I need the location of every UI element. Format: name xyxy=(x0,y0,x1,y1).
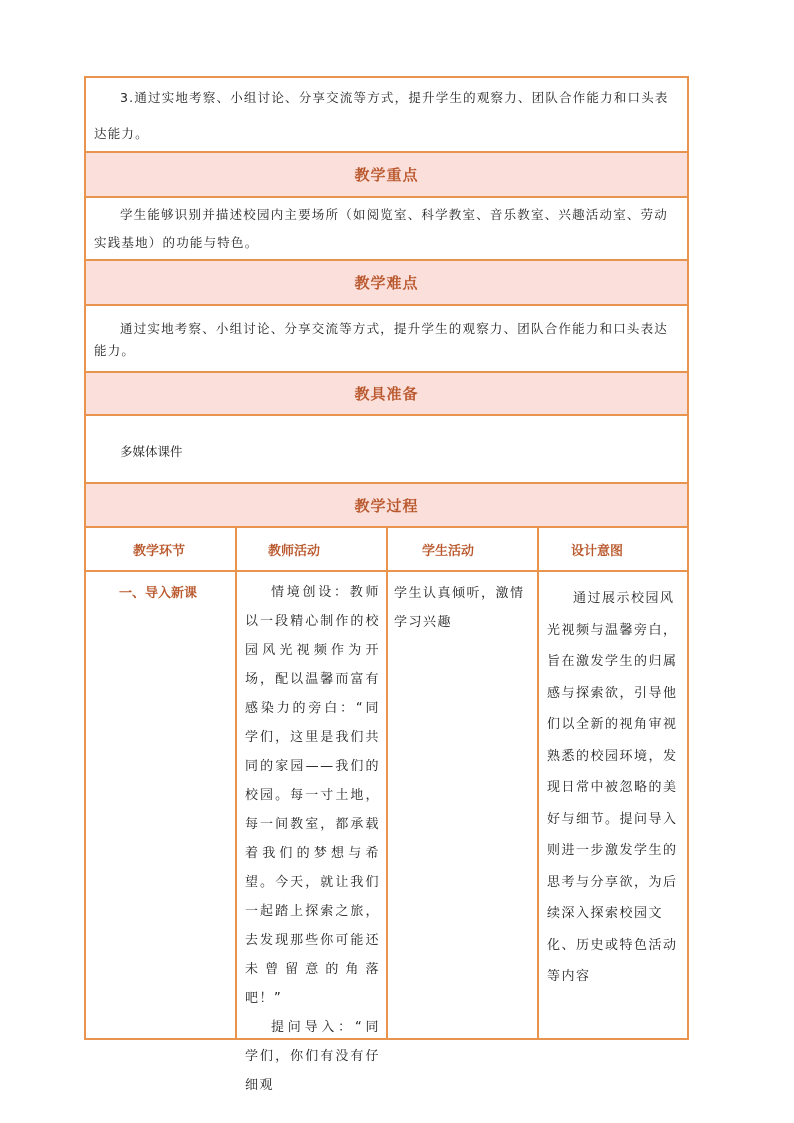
process-heading-row xyxy=(86,484,687,528)
difficulties-heading-row xyxy=(86,261,687,306)
student-activity-text: 学生认真倾听，激情学习兴趣 xyxy=(394,585,525,629)
design-intent-cell xyxy=(539,572,687,1038)
design-intent-text: 通过展示校园风光视频与温馨旁白，旨在激发学生的归属感与探索欲，引导他们以全新的视角审视熟悉的校园环境，发现日常中被忽略的美好与细节。提问导入则进一步激发学生的思考与分享欲，为后续深入探索校园文化、历史或特色活动等内容 xyxy=(547,590,678,983)
materials-heading: 教具准备 xyxy=(354,386,419,403)
materials-heading-row xyxy=(86,373,687,416)
teacher-activity-text: 情境创设：教师以一段精心制作的校园风光视频作为开场，配以温馨而富有感染力的旁白：“同学们，这里是我们共同的家园——我们的校园。每一寸土地，每一间教室，都承载着我们的梦想与希望。今天，就让我们一起踏上探索之旅，去发现那些你可能还未曾留意的角落吧！” xyxy=(245,585,380,1006)
process-row-intro xyxy=(86,572,687,1093)
stage-cell xyxy=(86,572,237,1038)
objective-3-text: 3.通过实地考察、小组讨论、分享交流等方式，提升学生的观察力、团队合作能力和口头表达能力。 xyxy=(94,90,669,141)
key-points-heading-row xyxy=(86,153,687,198)
stage-label: 一、导入新课 xyxy=(119,585,198,600)
student-activity-cell xyxy=(388,572,539,1038)
difficulties-text: 通过实地考察、小组讨论、分享交流等方式，提升学生的观察力、团队合作能力和口头表达能力。 xyxy=(94,321,669,358)
teacher-question-text: 提问导入：“同学们，你们有没有仔细观 xyxy=(245,1020,380,1093)
column-header-student: 学生活动 xyxy=(388,528,539,570)
key-points-row xyxy=(86,198,687,261)
difficulties-row xyxy=(86,306,687,373)
column-header-stage: 教学环节 xyxy=(86,528,237,570)
materials-text: 多媒体课件 xyxy=(120,445,183,459)
objective-row xyxy=(86,78,687,153)
column-header-teacher: 教师活动 xyxy=(237,528,388,570)
process-columns-row xyxy=(86,528,687,572)
lesson-plan-table xyxy=(84,76,689,1093)
key-points-text: 学生能够识别并描述校园内主要场所（如阅览室、科学教室、音乐教室、兴趣活动室、劳动实践基地）的功能与特色。 xyxy=(94,207,669,250)
materials-row xyxy=(86,416,687,484)
difficulties-heading: 教学难点 xyxy=(354,275,419,292)
column-header-intent: 设计意图 xyxy=(571,542,624,558)
process-heading: 教学过程 xyxy=(354,497,419,515)
key-points-heading: 教学重点 xyxy=(354,167,419,184)
teacher-activity-cell xyxy=(237,572,388,1093)
